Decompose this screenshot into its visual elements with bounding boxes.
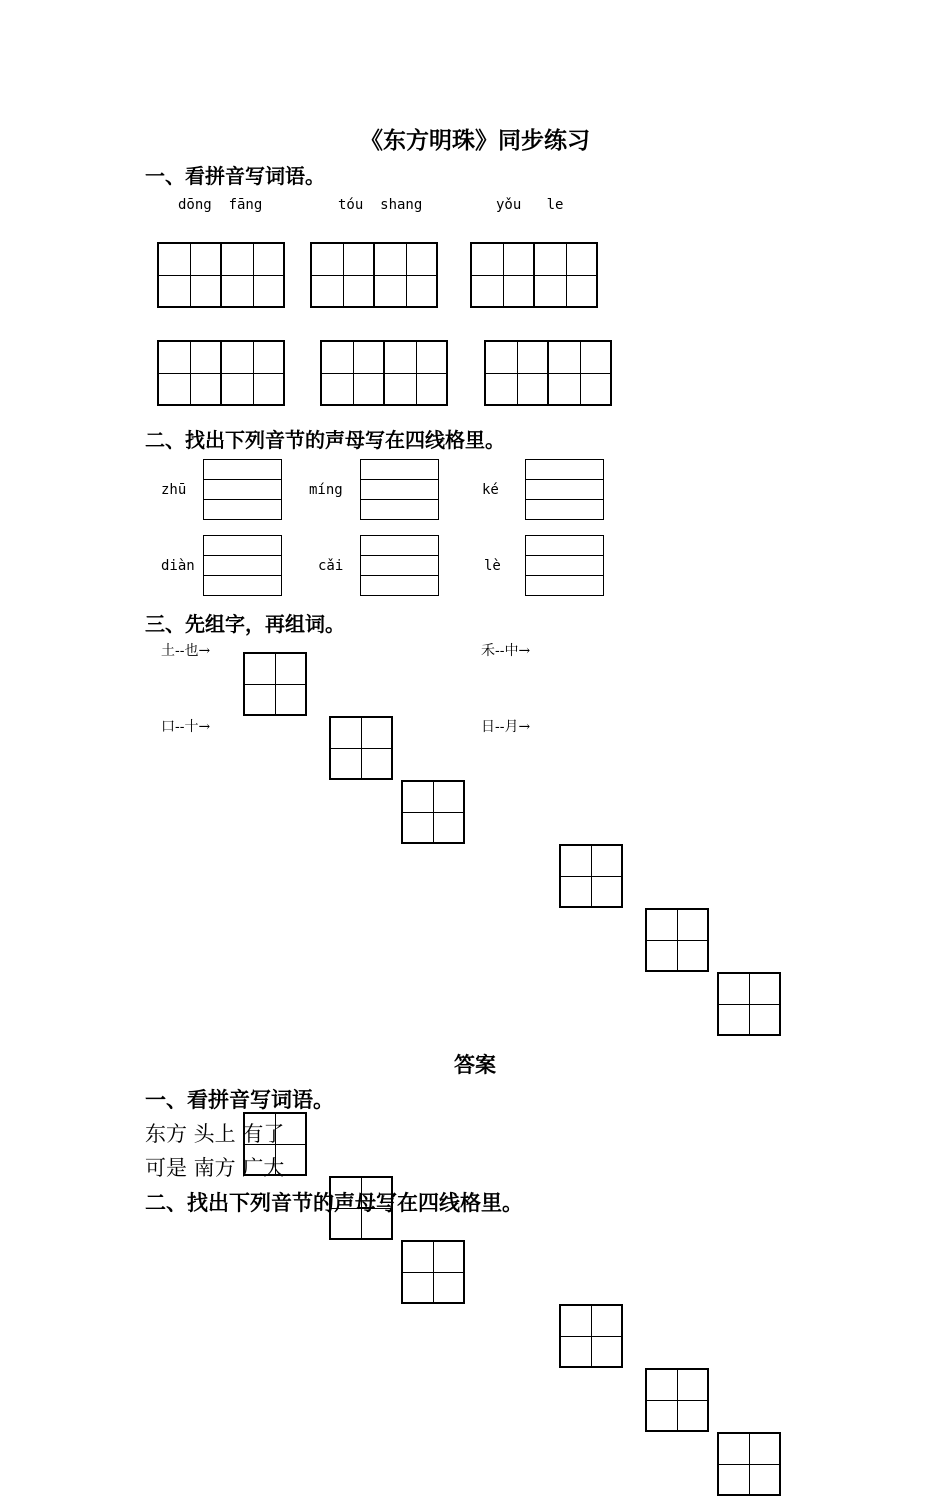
word-grid-cell[interactable] [645,1368,709,1432]
tian-cell[interactable] [375,244,436,306]
tian-cell[interactable] [222,244,283,306]
component-label: 土--也→ [161,643,211,659]
tian-cell[interactable] [472,244,535,306]
four-line-grid[interactable] [360,535,439,596]
four-line-grid[interactable] [203,535,282,596]
syllable-label: míng [309,482,343,498]
tian-cell[interactable] [535,244,596,306]
word-grid-cell[interactable] [329,716,393,780]
pinyin-label: tóu shang [338,197,423,213]
pinyin-label: guǎng dà [505,300,590,316]
component-label: 禾--中→ [481,643,531,659]
answer-line: 可是 南方 广大 [145,1156,285,1180]
tian-cell[interactable] [385,342,446,404]
word-grid[interactable] [157,242,285,308]
section3-heading: 三、先组字，再组词。 [145,612,345,636]
word-grid-cell[interactable] [401,1240,465,1304]
page-title: 《东方明珠》同步练习 [360,127,590,154]
four-line-grid[interactable] [360,459,439,520]
syllable-label: diàn [161,558,195,574]
section2-heading: 二、找出下列音节的声母写在四线格里。 [145,428,505,452]
pinyin-label: nán fāng [346,300,422,316]
word-grid[interactable] [310,242,438,308]
answer-section2-heading: 二、找出下列音节的声母写在四线格里。 [145,1190,523,1215]
word-grid[interactable] [320,340,448,406]
four-line-grid[interactable] [203,459,282,520]
word-grid-cell[interactable] [645,908,709,972]
syllable-label: cǎi [318,558,344,574]
tian-cell[interactable] [549,342,610,404]
four-line-grid[interactable] [525,459,604,520]
word-grid[interactable] [484,340,612,406]
pinyin-label: kě shì [186,300,262,316]
word-grid-cell[interactable] [401,780,465,844]
word-grid-cell[interactable] [717,972,781,1036]
word-grid-cell[interactable] [717,1432,781,1496]
char-grid[interactable] [559,844,623,908]
four-line-grid[interactable] [525,535,604,596]
syllable-label: ké [482,482,499,498]
tian-cell[interactable] [322,342,385,404]
section1-heading: 一、看拼音写词语。 [145,164,325,188]
char-grid[interactable] [243,652,307,716]
tian-cell[interactable] [159,244,222,306]
pinyin-label: yǒu le [496,197,564,213]
syllable-label: zhū [161,482,187,498]
char-grid[interactable] [559,1304,623,1368]
answer-section1-heading: 一、看拼音写词语。 [145,1087,334,1112]
pinyin-label: dōng fāng [178,197,263,213]
tian-cell[interactable] [486,342,549,404]
component-label: 日--月→ [481,719,531,735]
answer-line: 东方 头上 有了 [145,1122,285,1146]
word-grid[interactable] [157,340,285,406]
answer-title: 答案 [454,1052,496,1077]
tian-cell[interactable] [312,244,375,306]
tian-cell[interactable] [222,342,283,404]
word-grid[interactable] [470,242,598,308]
component-label: 口--十→ [161,719,211,735]
tian-cell[interactable] [159,342,222,404]
syllable-label: lè [484,558,501,574]
